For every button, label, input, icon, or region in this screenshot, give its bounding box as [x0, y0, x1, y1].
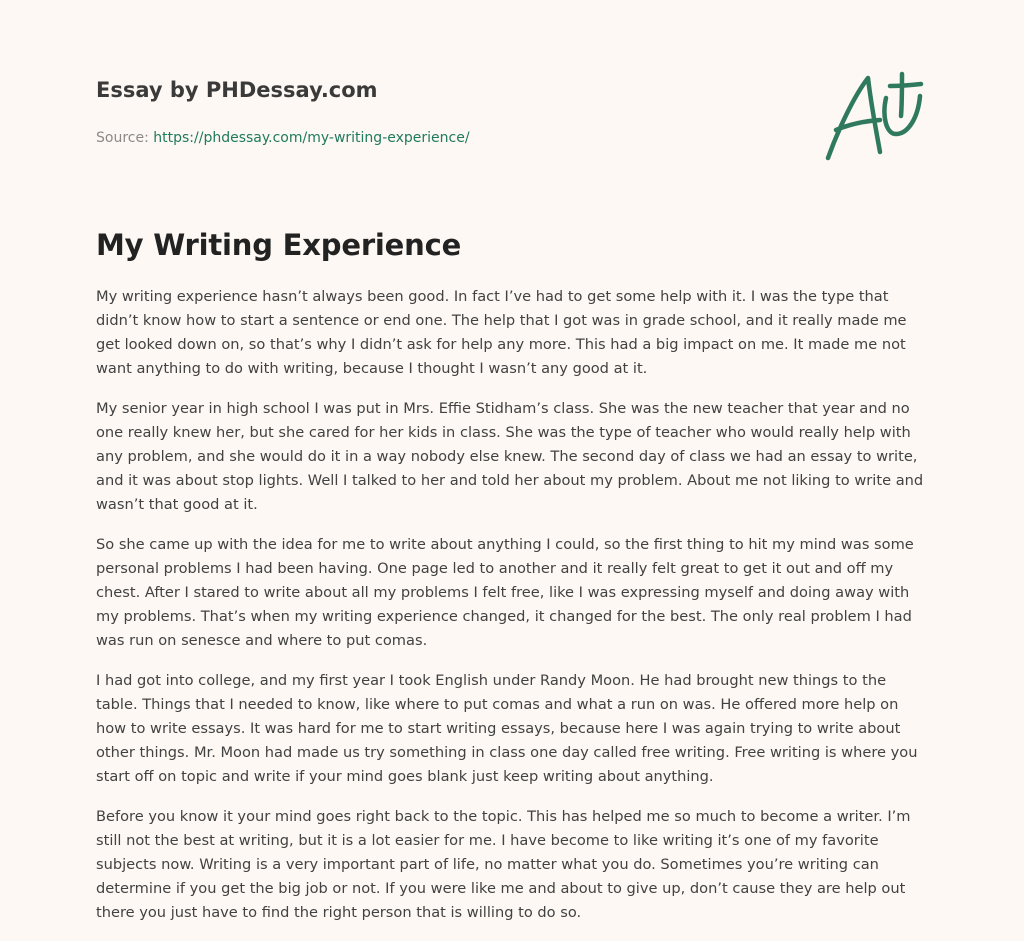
- essay-header: [96, 74, 796, 148]
- site-title: Essay by PHDessay.com: [96, 78, 378, 102]
- paragraph: So she came up with the idea for me to write about anything I could, so the first thing to hit my mind was some personal problems I had been having. One page led to another and it really felt great to get it out and off my chest. After I stared to write about all my problems I felt free, like I was expressing myself and doing away with my problems. That’s when my writing experience changed, it changed for the best. The only real problem I had was run on senesce and where to put comas.: [96, 536, 914, 649]
- paragraph: I had got into college, and my first year I took English under Randy Moon. He had brought new things to the table. Things that I needed to know, like where to put comas and what a run on was. He offered more help on how to write essays. It was hard for me to start writing essays, because here I was again trying to write about other things. Mr. Moon had made us try something in class one day called free writing. Free writing is where you start off on topic and write if your mind goes blank just keep writing about anything.: [96, 672, 918, 785]
- a-plus-grade-icon: [820, 66, 930, 166]
- paragraph: Before you know it your mind goes right back to the topic. This has helped me so much to become a writer. I’m still not the best at writing, but it is a lot easier for me. I have become to like writing it’s one of my favorite subjects now. Writing is a very important part of life, no matter what you do. Sometimes you’re writing can determine if you get the big job or not. If you were like me and about to give up, don’t cause they are help out there you just have to find the right person that is willing to do so.: [96, 808, 911, 921]
- source-line: [96, 128, 796, 148]
- source-link[interactable]: https://phdessay.com/my-writing-experience/: [153, 130, 470, 146]
- paragraph: My writing experience hasn’t always been good. In fact I’ve had to get some help with it. I was the type that didn’t know how to start a sentence or end one. The help that I got was in grade school, and it really made me get looked down on, so that’s why I didn’t ask for help any more. This had a big impact on me. It made me not want anything to do with writing, because I thought I wasn’t any good at it.: [96, 288, 907, 377]
- paragraph: My senior year in high school I was put in Mrs. Effie Stidham’s class. She was the new teacher that year and no one really knew her, but she cared for her kids in class. She was the type of teacher who would really help with any problem, and she would do it in a way nobody else knew. The second day of class we had an essay to write, and it was about stop lights. Well I talked to her and told her about my problem. About me not liking to write and wasn’t that good at it.: [96, 400, 924, 513]
- article-title: My Writing Experience: [96, 228, 462, 262]
- article-body: [96, 285, 932, 941]
- source-label: Source:: [96, 130, 154, 146]
